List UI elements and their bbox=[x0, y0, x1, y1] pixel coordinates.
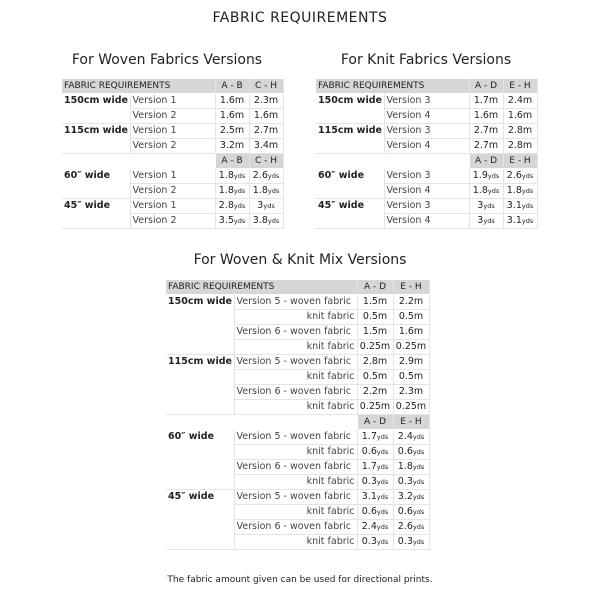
subheader-col-2: C - H bbox=[249, 154, 283, 169]
version-label: knit fabric bbox=[234, 475, 357, 490]
unit-label: yds bbox=[483, 202, 495, 210]
subheader-col-1: A - D bbox=[469, 154, 503, 169]
amount-value: 1.9 bbox=[472, 170, 488, 181]
mix-section-title: For Woven & Knit Mix Versions bbox=[193, 252, 407, 268]
amount-cell bbox=[357, 385, 393, 400]
width-label: 60″ wide bbox=[62, 169, 130, 199]
unit-label: yds bbox=[267, 187, 280, 195]
amount-cell bbox=[393, 340, 429, 355]
amount-cell bbox=[469, 169, 503, 184]
amount-cell bbox=[393, 505, 429, 520]
table-row bbox=[316, 124, 537, 139]
knit-section-title: For Knit Fabrics Versions bbox=[340, 52, 512, 68]
header-col-1: A - D bbox=[469, 79, 503, 94]
table-row bbox=[166, 490, 429, 505]
amount-value: 3.5 bbox=[218, 215, 234, 226]
unit-label: yds bbox=[487, 187, 500, 195]
amount-value: 0.5m bbox=[362, 311, 388, 322]
unit-label: yds bbox=[487, 172, 500, 180]
amount-value: 0.3 bbox=[397, 476, 413, 487]
amount-value: 1.8 bbox=[218, 170, 234, 181]
amount-value: 3.4m bbox=[253, 140, 279, 151]
amount-cell bbox=[393, 400, 429, 415]
version-label: knit fabric bbox=[234, 535, 357, 550]
amount-cell bbox=[393, 385, 429, 400]
version-label: Version 1 bbox=[130, 124, 215, 139]
amount-value: 1.8 bbox=[252, 185, 268, 196]
amount-cell bbox=[215, 199, 249, 214]
amount-cell bbox=[249, 139, 283, 154]
unit-label: yds bbox=[412, 523, 425, 531]
page-title: FABRIC REQUIREMENTS bbox=[212, 10, 388, 26]
amount-value: 1.8 bbox=[506, 185, 522, 196]
version-label: Version 6 - woven fabric bbox=[234, 520, 357, 535]
amount-value: 3.2 bbox=[397, 491, 413, 502]
version-label: Version 3 bbox=[384, 169, 469, 184]
header-label: FABRIC REQUIREMENTS bbox=[316, 79, 469, 94]
amount-value: 1.6m bbox=[398, 326, 424, 337]
amount-value: 2.8m bbox=[507, 125, 533, 136]
version-label: knit fabric bbox=[234, 505, 357, 520]
amount-cell bbox=[393, 295, 429, 310]
version-label: Version 1 bbox=[130, 169, 215, 184]
subheader-blank bbox=[62, 154, 215, 169]
unit-label: yds bbox=[233, 172, 246, 180]
unit-label: yds bbox=[376, 433, 389, 441]
amount-cell bbox=[215, 169, 249, 184]
unit-label: yds bbox=[233, 187, 246, 195]
version-label: Version 5 - woven fabric bbox=[234, 295, 357, 310]
amount-value: 2.6 bbox=[397, 521, 413, 532]
amount-value: 1.6m bbox=[473, 110, 499, 121]
amount-cell bbox=[503, 109, 537, 124]
amount-value: 3 bbox=[477, 215, 484, 226]
amount-value: 2.4 bbox=[397, 431, 413, 442]
amount-cell bbox=[249, 124, 283, 139]
unit-label: yds bbox=[376, 478, 389, 486]
width-label: 115cm wide bbox=[316, 124, 384, 154]
amount-value: 0.6 bbox=[361, 446, 377, 457]
version-label: Version 2 bbox=[130, 184, 215, 199]
header-label: FABRIC REQUIREMENTS bbox=[166, 280, 357, 295]
table-subheader-row bbox=[62, 154, 283, 169]
amount-cell bbox=[357, 340, 393, 355]
amount-cell bbox=[249, 184, 283, 199]
amount-value: 0.25m bbox=[359, 401, 391, 412]
amount-cell bbox=[503, 169, 537, 184]
unit-label: yds bbox=[233, 217, 246, 225]
amount-cell bbox=[357, 355, 393, 370]
unit-label: yds bbox=[521, 172, 534, 180]
amount-cell bbox=[469, 94, 503, 109]
version-label: Version 2 bbox=[130, 139, 215, 154]
amount-cell bbox=[215, 139, 249, 154]
amount-value: 1.6m bbox=[507, 110, 533, 121]
amount-cell bbox=[469, 109, 503, 124]
mix-requirements-table bbox=[166, 280, 430, 550]
amount-value: 0.5m bbox=[398, 371, 424, 382]
amount-cell bbox=[469, 184, 503, 199]
amount-cell bbox=[393, 460, 429, 475]
version-label: knit fabric bbox=[234, 370, 357, 385]
unit-label: yds bbox=[376, 508, 389, 516]
amount-value: 0.25m bbox=[395, 341, 427, 352]
amount-cell bbox=[469, 214, 503, 229]
version-label: Version 3 bbox=[384, 199, 469, 214]
subheader-col-1: A - B bbox=[215, 154, 249, 169]
unit-label: yds bbox=[521, 202, 534, 210]
amount-cell bbox=[357, 445, 393, 460]
table-row bbox=[62, 169, 283, 184]
amount-cell bbox=[357, 400, 393, 415]
amount-value: 2.2m bbox=[398, 296, 424, 307]
table-subheader-row bbox=[316, 154, 537, 169]
unit-label: yds bbox=[376, 538, 389, 546]
header-col-1: A - B bbox=[215, 79, 249, 94]
amount-cell bbox=[215, 184, 249, 199]
width-label: 60″ wide bbox=[166, 430, 234, 490]
amount-cell bbox=[357, 310, 393, 325]
table-row bbox=[62, 124, 283, 139]
amount-cell bbox=[393, 370, 429, 385]
amount-value: 0.25m bbox=[359, 341, 391, 352]
table-header-row bbox=[316, 79, 537, 94]
width-label: 45″ wide bbox=[62, 199, 130, 229]
version-label: Version 5 - woven fabric bbox=[234, 430, 357, 445]
amount-value: 1.8 bbox=[472, 185, 488, 196]
amount-value: 2.4 bbox=[361, 521, 377, 532]
amount-value: 2.6 bbox=[252, 170, 268, 181]
amount-cell bbox=[469, 124, 503, 139]
unit-label: yds bbox=[412, 433, 425, 441]
table-row bbox=[166, 355, 429, 370]
amount-cell bbox=[503, 124, 537, 139]
version-label: Version 6 - woven fabric bbox=[234, 325, 357, 340]
amount-cell bbox=[393, 490, 429, 505]
amount-cell bbox=[503, 199, 537, 214]
amount-value: 0.6 bbox=[397, 506, 413, 517]
version-label: Version 3 bbox=[384, 124, 469, 139]
amount-cell bbox=[215, 214, 249, 229]
amount-value: 0.6 bbox=[361, 506, 377, 517]
amount-value: 3.1 bbox=[506, 200, 522, 211]
amount-value: 2.8m bbox=[362, 356, 388, 367]
amount-cell bbox=[503, 184, 537, 199]
width-label: 45″ wide bbox=[166, 490, 234, 550]
unit-label: yds bbox=[412, 508, 425, 516]
amount-cell bbox=[357, 430, 393, 445]
amount-cell bbox=[249, 109, 283, 124]
table-subheader-row bbox=[166, 415, 429, 430]
amount-cell bbox=[503, 214, 537, 229]
amount-value: 0.3 bbox=[397, 536, 413, 547]
amount-value: 1.6m bbox=[253, 110, 279, 121]
amount-cell bbox=[215, 94, 249, 109]
width-label: 150cm wide bbox=[166, 295, 234, 355]
amount-value: 1.6m bbox=[219, 110, 245, 121]
table-row bbox=[316, 169, 537, 184]
unit-label: yds bbox=[267, 172, 280, 180]
knit-requirements-table bbox=[316, 79, 538, 229]
table-row bbox=[166, 430, 429, 445]
amount-value: 1.7 bbox=[361, 431, 377, 442]
amount-cell bbox=[393, 325, 429, 340]
amount-value: 3 bbox=[257, 200, 264, 211]
version-label: Version 5 - woven fabric bbox=[234, 355, 357, 370]
table-row bbox=[316, 199, 537, 214]
version-label: Version 1 bbox=[130, 199, 215, 214]
amount-value: 2.6 bbox=[506, 170, 522, 181]
table-row bbox=[62, 199, 283, 214]
amount-value: 2.5m bbox=[219, 125, 245, 136]
header-col-1: A - D bbox=[357, 280, 393, 295]
amount-cell bbox=[393, 445, 429, 460]
amount-value: 3.1 bbox=[506, 215, 522, 226]
version-label: Version 6 - woven fabric bbox=[234, 460, 357, 475]
width-label: 115cm wide bbox=[166, 355, 234, 415]
amount-value: 0.3 bbox=[361, 476, 377, 487]
amount-value: 0.6 bbox=[397, 446, 413, 457]
amount-cell bbox=[393, 310, 429, 325]
version-label: Version 3 bbox=[384, 94, 469, 109]
woven-requirements-table bbox=[62, 79, 284, 229]
width-label: 45″ wide bbox=[316, 199, 384, 229]
amount-cell bbox=[357, 325, 393, 340]
unit-label: yds bbox=[412, 463, 425, 471]
unit-label: yds bbox=[521, 217, 534, 225]
amount-cell bbox=[357, 505, 393, 520]
unit-label: yds bbox=[521, 187, 534, 195]
amount-value: 3.1 bbox=[361, 491, 377, 502]
amount-cell bbox=[357, 295, 393, 310]
amount-value: 1.7 bbox=[361, 461, 377, 472]
header-label: FABRIC REQUIREMENTS bbox=[62, 79, 215, 94]
amount-value: 2.7m bbox=[473, 125, 499, 136]
unit-label: yds bbox=[376, 493, 389, 501]
unit-label: yds bbox=[267, 217, 280, 225]
footnote: The fabric amount given can be used for directional prints. bbox=[167, 575, 433, 585]
version-label: Version 6 - woven fabric bbox=[234, 385, 357, 400]
version-label: Version 4 bbox=[384, 139, 469, 154]
amount-value: 1.6m bbox=[219, 95, 245, 106]
amount-cell bbox=[503, 139, 537, 154]
unit-label: yds bbox=[483, 217, 495, 225]
amount-cell bbox=[215, 124, 249, 139]
amount-value: 2.8m bbox=[507, 140, 533, 151]
width-label: 115cm wide bbox=[62, 124, 130, 154]
unit-label: yds bbox=[412, 478, 425, 486]
amount-value: 3 bbox=[477, 200, 484, 211]
amount-value: 2.7m bbox=[253, 125, 279, 136]
amount-value: 1.7m bbox=[473, 95, 499, 106]
version-label: Version 4 bbox=[384, 184, 469, 199]
width-label: 150cm wide bbox=[62, 94, 130, 124]
width-label: 60″ wide bbox=[316, 169, 384, 199]
amount-cell bbox=[357, 520, 393, 535]
version-label: Version 1 bbox=[130, 94, 215, 109]
amount-cell bbox=[249, 214, 283, 229]
amount-value: 0.5m bbox=[398, 311, 424, 322]
amount-cell bbox=[249, 94, 283, 109]
header-col-2: E - H bbox=[503, 79, 537, 94]
unit-label: yds bbox=[412, 493, 425, 501]
subheader-blank bbox=[316, 154, 469, 169]
amount-value: 2.3m bbox=[398, 386, 424, 397]
version-label: Version 5 - woven fabric bbox=[234, 490, 357, 505]
amount-value: 0.25m bbox=[395, 401, 427, 412]
header-col-2: C - H bbox=[249, 79, 283, 94]
amount-value: 0.5m bbox=[362, 371, 388, 382]
amount-value: 3.2m bbox=[219, 140, 245, 151]
amount-cell bbox=[249, 199, 283, 214]
amount-cell bbox=[357, 535, 393, 550]
amount-cell bbox=[357, 490, 393, 505]
unit-label: yds bbox=[376, 523, 389, 531]
unit-label: yds bbox=[376, 448, 389, 456]
subheader-blank bbox=[166, 415, 357, 430]
amount-cell bbox=[357, 370, 393, 385]
amount-value: 0.3 bbox=[361, 536, 377, 547]
amount-value: 2.9m bbox=[398, 356, 424, 367]
amount-value: 1.8 bbox=[218, 185, 234, 196]
unit-label: yds bbox=[233, 202, 246, 210]
amount-value: 2.3m bbox=[253, 95, 279, 106]
table-header-row bbox=[166, 280, 429, 295]
amount-cell bbox=[215, 109, 249, 124]
amount-cell bbox=[393, 430, 429, 445]
unit-label: yds bbox=[263, 202, 275, 210]
header-col-2: E - H bbox=[393, 280, 429, 295]
subheader-col-2: E - H bbox=[503, 154, 537, 169]
amount-value: 2.4m bbox=[507, 95, 533, 106]
amount-cell bbox=[469, 199, 503, 214]
version-label: knit fabric bbox=[234, 340, 357, 355]
amount-cell bbox=[249, 169, 283, 184]
version-label: knit fabric bbox=[234, 310, 357, 325]
table-row bbox=[316, 94, 537, 109]
width-label: 150cm wide bbox=[316, 94, 384, 124]
amount-cell bbox=[503, 94, 537, 109]
table-header-row bbox=[62, 79, 283, 94]
amount-value: 3.8 bbox=[252, 215, 268, 226]
version-label: knit fabric bbox=[234, 445, 357, 460]
unit-label: yds bbox=[412, 538, 425, 546]
unit-label: yds bbox=[376, 463, 389, 471]
amount-cell bbox=[357, 475, 393, 490]
version-label: Version 2 bbox=[130, 214, 215, 229]
table-row bbox=[166, 295, 429, 310]
amount-value: 1.8 bbox=[397, 461, 413, 472]
subheader-col-2: E - H bbox=[393, 415, 429, 430]
subheader-col-1: A - D bbox=[357, 415, 393, 430]
amount-cell bbox=[393, 535, 429, 550]
amount-value: 2.2m bbox=[362, 386, 388, 397]
amount-cell bbox=[469, 139, 503, 154]
table-row bbox=[62, 94, 283, 109]
amount-value: 1.5m bbox=[362, 296, 388, 307]
version-label: Version 2 bbox=[130, 109, 215, 124]
amount-cell bbox=[393, 355, 429, 370]
version-label: Version 4 bbox=[384, 214, 469, 229]
version-label: knit fabric bbox=[234, 400, 357, 415]
amount-cell bbox=[393, 520, 429, 535]
amount-cell bbox=[393, 475, 429, 490]
version-label: Version 4 bbox=[384, 109, 469, 124]
amount-value: 2.8 bbox=[218, 200, 234, 211]
amount-value: 2.7m bbox=[473, 140, 499, 151]
unit-label: yds bbox=[412, 448, 425, 456]
amount-value: 1.5m bbox=[362, 326, 388, 337]
woven-section-title: For Woven Fabrics Versions bbox=[71, 52, 263, 68]
amount-cell bbox=[357, 460, 393, 475]
